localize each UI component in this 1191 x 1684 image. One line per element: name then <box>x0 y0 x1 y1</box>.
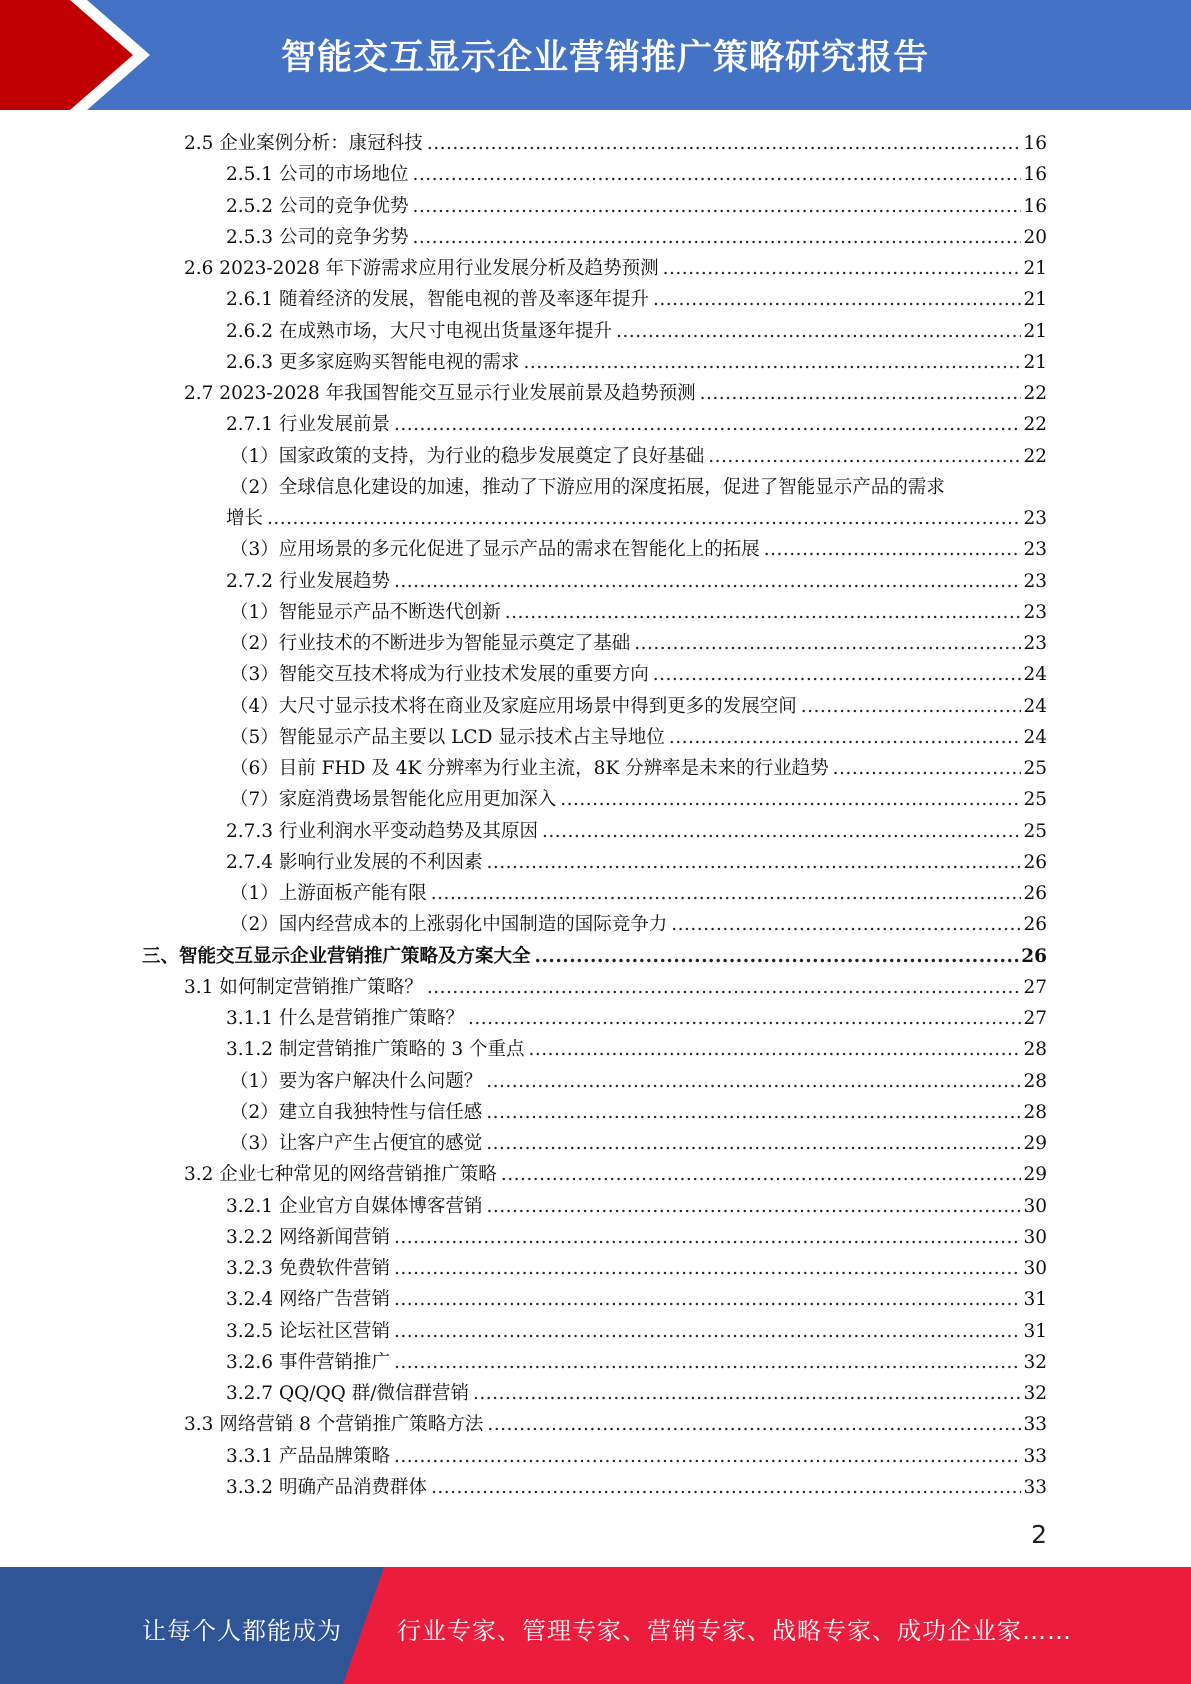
toc-entry[interactable] <box>0 1378 1191 1409</box>
toc-leader-dots <box>267 503 1021 534</box>
toc-leader-dots <box>431 878 1022 909</box>
toc-entry[interactable] <box>0 409 1191 440</box>
toc-entry-title: 3.1.2 制定营销推广策略的 3 个重点 <box>226 1039 525 1061</box>
toc-page-number: 33 <box>1023 1414 1047 1436</box>
toc-page-number: 23 <box>1023 570 1047 592</box>
toc-page-number: 32 <box>1023 1383 1047 1404</box>
toc-entry-title: 3.3 网络营销 8 个营销推广策略方法 <box>184 1414 484 1436</box>
toc-leader-dots <box>671 909 1021 940</box>
toc-leader-dots <box>394 1347 1021 1378</box>
toc-chapter-entry[interactable] <box>0 941 1191 972</box>
toc-entry-title: （2）国内经营成本的上涨弱化中国制造的国际竞争力 <box>230 914 668 936</box>
toc-entry-title: 2.7.2 行业发展趋势 <box>226 570 390 592</box>
toc-page-number: 21 <box>1023 289 1047 311</box>
toc-entry-title: 3.2.5 论坛社区营销 <box>226 1320 390 1342</box>
toc-page-number: 24 <box>1023 695 1047 717</box>
report-title: 智能交互显示企业营销推广策略研究报告 <box>280 38 929 78</box>
toc-page-number: 23 <box>1023 601 1047 623</box>
toc-leader-dots <box>394 409 1021 440</box>
toc-entry[interactable] <box>0 1191 1191 1222</box>
toc-entry-title: 3.2 企业七种常见的网络营销推广策略 <box>184 1164 497 1186</box>
toc-leader-dots <box>394 1284 1021 1315</box>
toc-entry-title: 2.6.1 随着经济的发展，智能电视的普及率逐年提升 <box>226 289 649 311</box>
toc-entry-title: 3.2.1 企业官方自媒体博客营销 <box>226 1195 483 1217</box>
toc-entry[interactable] <box>0 1128 1191 1159</box>
toc-entry-title: 3.1 如何制定营销推广策略？ <box>184 976 423 998</box>
toc-leader-dots <box>468 1003 1021 1034</box>
toc-entry[interactable] <box>0 909 1191 940</box>
toc-entry-title: 2.6 2023-2028 年下游需求应用行业发展分析及趋势预测 <box>184 258 659 279</box>
toc-leader-dots <box>801 691 1022 722</box>
toc-leader-dots <box>833 753 1022 784</box>
toc-leader-dots <box>487 1409 1021 1440</box>
toc-leader-dots <box>431 1472 1021 1503</box>
toc-entry-title: 2.5.3 公司的竞争劣势 <box>226 226 409 248</box>
toc-entry-title: （1）要为客户解决什么问题？ <box>230 1070 483 1092</box>
toc-leader-dots <box>486 1066 1021 1097</box>
toc-entry[interactable] <box>0 722 1191 753</box>
toc-entry[interactable] <box>0 284 1191 315</box>
toc-leader-dots <box>486 1128 1021 1159</box>
toc-page-number: 30 <box>1023 1226 1047 1248</box>
toc-leader-dots <box>560 784 1021 815</box>
toc-entry-title: 2.7.3 行业利润水平变动趋势及其原因 <box>226 820 538 842</box>
toc-page-number: 27 <box>1023 1008 1047 1029</box>
toc-entry[interactable] <box>0 1003 1191 1034</box>
toc-entry[interactable] <box>0 816 1191 847</box>
toc-entry[interactable] <box>0 972 1191 1003</box>
toc-leader-dots <box>394 1316 1021 1347</box>
toc-page-number: 28 <box>1023 1070 1047 1092</box>
toc-entry[interactable] <box>0 1034 1191 1065</box>
toc-leader-dots <box>708 441 1021 472</box>
toc-leader-dots <box>486 847 1021 878</box>
toc-entry-title: 2.5.2 公司的竞争优势 <box>226 195 409 217</box>
toc-leader-dots <box>412 191 1021 222</box>
toc-page-number: 32 <box>1023 1351 1047 1373</box>
toc-entry[interactable] <box>0 253 1191 284</box>
toc-entry-title: 2.5.1 公司的市场地位 <box>226 164 409 186</box>
toc-entry[interactable] <box>0 222 1191 253</box>
toc-entry-title: （2）行业技术的不断进步为智能显示奠定了基础 <box>230 633 631 654</box>
toc-entry[interactable] <box>0 1284 1191 1315</box>
toc-entry[interactable] <box>0 597 1191 628</box>
toc-leader-dots <box>486 1191 1021 1222</box>
toc-entry[interactable] <box>0 691 1191 722</box>
toc-page-number: 31 <box>1023 1320 1047 1342</box>
toc-leader-dots <box>616 316 1021 347</box>
toc-entry-title: 3.3.2 明确产品消费群体 <box>226 1476 427 1498</box>
toc-page-number: 33 <box>1023 1445 1047 1467</box>
toc-page-number: 29 <box>1023 1133 1047 1154</box>
toc-page-number: 31 <box>1023 1289 1047 1311</box>
toc-page-number: 23 <box>1023 633 1047 654</box>
toc-entry-title: （3）让客户产生占便宜的感觉 <box>230 1133 483 1154</box>
toc-entry-title: （1）国家政策的支持，为行业的稳步发展奠定了良好基础 <box>230 445 705 467</box>
toc-entry[interactable] <box>0 191 1191 222</box>
toc-leader-dots <box>653 284 1021 315</box>
toc-entry-title: 3.3.1 产品品牌策略 <box>226 1445 390 1467</box>
toc-entry-title: 三、智能交互显示企业营销推广策略及方案大全 <box>142 945 531 967</box>
toc-entry-title: 2.6.3 更多家庭购买智能电视的需求 <box>226 351 520 373</box>
toc-entry[interactable] <box>0 128 1191 159</box>
toc-entry[interactable] <box>0 316 1191 347</box>
toc-page-number: 22 <box>1023 414 1047 436</box>
toc-leader-dots <box>501 1159 1022 1190</box>
toc-entry-title: （2）全球信息化建设的加速，推动了下游应用的深度拓展，促进了智能显示产品的需求 <box>230 476 945 498</box>
page-header <box>0 0 1191 110</box>
toc-page-number: 27 <box>1023 976 1047 998</box>
toc-entry-continuation[interactable] <box>0 503 1191 534</box>
toc-entry-title: （1）智能显示产品不断迭代创新 <box>230 601 501 623</box>
toc-leader-dots <box>663 253 1022 284</box>
toc-leader-dots <box>486 1097 1021 1128</box>
page-footer <box>0 1567 1191 1684</box>
toc-page-number: 21 <box>1023 258 1047 279</box>
toc-entry-title: （7）家庭消费场景智能化应用更加深入 <box>230 789 557 811</box>
toc-page-number: 24 <box>1023 664 1047 686</box>
toc-entry[interactable] <box>0 159 1191 190</box>
toc-leader-dots <box>700 378 1022 409</box>
toc-page-number: 24 <box>1023 726 1047 748</box>
toc-leader-dots <box>427 128 1022 159</box>
toc-entry-title: （2）建立自我独特性与信任感 <box>230 1101 483 1123</box>
toc-entry-title: 3.2.7 QQ/QQ 群/微信群营销 <box>226 1383 469 1404</box>
toc-entry[interactable] <box>0 1409 1191 1440</box>
toc-leader-dots <box>394 1441 1021 1472</box>
toc-entry[interactable] <box>0 753 1191 784</box>
toc-leader-dots <box>523 347 1021 378</box>
toc-entry-title: （3）智能交互技术将成为行业技术发展的重要方向 <box>230 664 649 686</box>
toc-page-number: 33 <box>1023 1476 1047 1498</box>
toc-page-number: 30 <box>1023 1195 1047 1217</box>
toc-entry[interactable] <box>0 847 1191 878</box>
toc-leader-dots <box>394 1253 1021 1284</box>
toc-entry-title: 3.2.4 网络广告营销 <box>226 1289 390 1311</box>
toc-entry-title-continuation: 增长 <box>226 508 264 529</box>
toc-entry[interactable] <box>0 1472 1191 1503</box>
toc-page-number: 22 <box>1023 445 1047 467</box>
toc-entry[interactable] <box>0 1253 1191 1284</box>
toc-page-number: 26 <box>1023 914 1047 936</box>
toc-entry-title: 3.2.2 网络新闻营销 <box>226 1226 390 1248</box>
toc-entry[interactable] <box>0 659 1191 690</box>
toc-entry-title: （3）应用场景的多元化促进了显示产品的需求在智能化上的拓展 <box>230 539 760 561</box>
toc-entry[interactable] <box>0 534 1191 565</box>
toc-leader-dots <box>764 534 1022 565</box>
toc-entry-title: （5）智能显示产品主要以 LCD 显示技术占主导地位 <box>230 726 665 748</box>
toc-entry[interactable] <box>0 1222 1191 1253</box>
toc-leader-dots <box>394 566 1021 597</box>
toc-page-number: 21 <box>1023 351 1047 373</box>
toc-entry[interactable] <box>0 566 1191 597</box>
footer-slogan-right: 行业专家、管理专家、营销专家、战略专家、成功企业家…… <box>397 1617 1072 1645</box>
toc-entry-title: 3.2.3 免费软件营销 <box>226 1258 390 1279</box>
toc-leader-dots <box>427 972 1022 1003</box>
footer-slogan-left: 让每个人都能成为 <box>142 1617 342 1645</box>
toc-entry-title: 2.7 2023-2028 年我国智能交互显示行业发展前景及趋势预测 <box>184 383 696 404</box>
toc-leader-dots <box>505 597 1022 628</box>
toc-page-number: 20 <box>1023 226 1047 248</box>
toc-page-number: 16 <box>1023 133 1047 154</box>
toc-entry-title: 2.5 企业案例分析：康冠科技 <box>184 133 423 154</box>
toc-page-number: 30 <box>1023 1258 1047 1279</box>
toc-entry-title: 2.7.1 行业发展前景 <box>226 414 390 436</box>
toc-page-number: 22 <box>1023 383 1047 404</box>
toc-page-number: 28 <box>1023 1039 1047 1061</box>
toc-page-number: 25 <box>1023 758 1047 779</box>
toc-page-number: 16 <box>1023 164 1047 186</box>
toc-leader-dots <box>535 941 1020 972</box>
toc-page-number: 25 <box>1023 789 1047 811</box>
toc-entry[interactable] <box>0 472 1191 503</box>
toc-page-number: 26 <box>1023 883 1047 904</box>
toc-entry-title: 3.2.6 事件营销推广 <box>226 1351 390 1373</box>
toc-leader-dots <box>542 816 1021 847</box>
toc-entry-title: （6）目前 FHD 及 4K 分辨率为行业主流，8K 分辨率是未来的行业趋势 <box>230 758 829 779</box>
toc-leader-dots <box>412 222 1021 253</box>
toc-entry[interactable] <box>0 1097 1191 1128</box>
toc-page-number: 26 <box>1021 945 1047 967</box>
toc-entry[interactable] <box>0 628 1191 659</box>
toc-leader-dots <box>394 1222 1021 1253</box>
toc-entry[interactable] <box>0 784 1191 815</box>
toc-page-number: 16 <box>1023 195 1047 217</box>
toc-leader-dots <box>473 1378 1021 1409</box>
toc-page-number: 25 <box>1023 820 1047 842</box>
toc-entry-title: 3.1.1 什么是营销推广策略？ <box>226 1008 464 1029</box>
toc-entry[interactable] <box>0 441 1191 472</box>
toc-page-number: 23 <box>1023 539 1047 561</box>
toc-page-number: 28 <box>1023 1101 1047 1123</box>
toc-entry-title: 2.6.2 在成熟市场，大尺寸电视出货量逐年提升 <box>226 320 612 342</box>
toc-leader-dots <box>412 159 1021 190</box>
toc-entry[interactable] <box>0 1316 1191 1347</box>
toc-entry-title: （4）大尺寸显示技术将在商业及家庭应用场景中得到更多的发展空间 <box>230 695 797 717</box>
page-number: 2 <box>1031 1520 1047 1549</box>
toc-leader-dots <box>634 628 1021 659</box>
toc-entry[interactable] <box>0 1347 1191 1378</box>
toc-entry[interactable] <box>0 1159 1191 1190</box>
toc-entry[interactable] <box>0 878 1191 909</box>
toc-entry[interactable] <box>0 347 1191 378</box>
toc-entry-title: （1）上游面板产能有限 <box>230 883 427 904</box>
toc-page-number: 23 <box>1023 508 1047 529</box>
toc-entry[interactable] <box>0 1441 1191 1472</box>
toc-leader-dots <box>653 659 1022 690</box>
toc-page-number: 21 <box>1023 320 1047 342</box>
toc-entry-title: 2.7.4 影响行业发展的不利因素 <box>226 851 483 873</box>
toc-page-number: 26 <box>1023 851 1047 873</box>
toc-entry[interactable] <box>0 378 1191 409</box>
toc-leader-dots <box>529 1034 1022 1065</box>
toc-entry[interactable] <box>0 1066 1191 1097</box>
toc-page-number: 29 <box>1023 1164 1047 1186</box>
toc-leader-dots <box>669 722 1022 753</box>
